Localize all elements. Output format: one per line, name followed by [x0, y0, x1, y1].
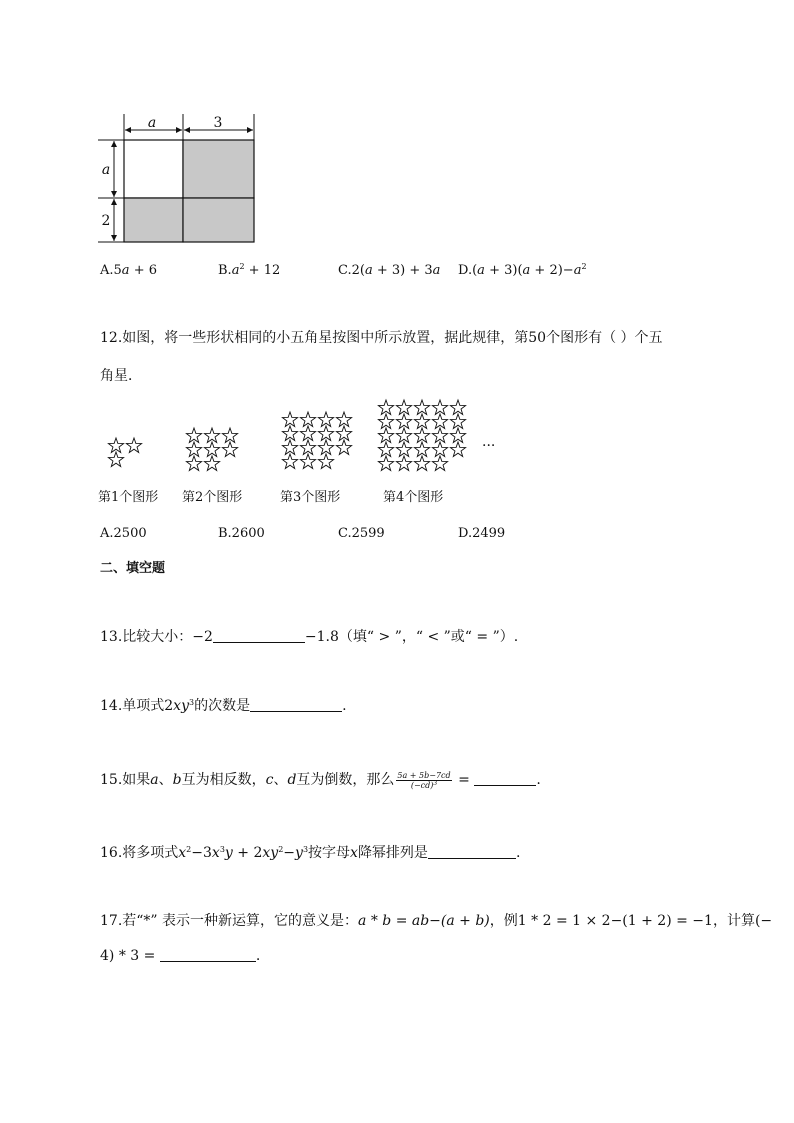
- star-icon: [282, 426, 297, 440]
- star-icon: [186, 442, 201, 456]
- label-a-top: a: [147, 115, 157, 131]
- star-icon: [108, 438, 123, 452]
- star-icon: [282, 412, 297, 426]
- figure-label-2: 第2个图形: [182, 490, 243, 505]
- star-icon: [318, 454, 333, 468]
- figure-label-3: 第3个图形: [280, 490, 341, 505]
- star-icon: [414, 428, 429, 442]
- star-icon: [414, 442, 429, 456]
- star-icon: [450, 442, 465, 456]
- q12-stem-line1: 12.如图，将一些形状相同的小五角星按图中所示放置，据此规律，第50个图形有（ ）个五: [100, 330, 663, 346]
- star-icon: [432, 442, 447, 456]
- star-icon: [318, 412, 333, 426]
- star-icon: [108, 452, 123, 466]
- star-icon: [222, 442, 237, 456]
- star-icon: [414, 400, 429, 414]
- star-icon: [378, 428, 393, 442]
- star-icon: [396, 400, 411, 414]
- star-icon: [396, 456, 411, 470]
- star-icon: [450, 414, 465, 428]
- star-icon: [126, 438, 141, 452]
- star-icon: [414, 456, 429, 470]
- star-icon: [300, 440, 315, 454]
- star-icon: [282, 440, 297, 454]
- q15-answer-blank[interactable]: [474, 771, 536, 786]
- star-icon: [336, 412, 351, 426]
- star-icon: [450, 428, 465, 442]
- star-icon: [300, 454, 315, 468]
- q11-option-b: $B.a^2 + 12$: [218, 262, 281, 278]
- star-icon: [396, 414, 411, 428]
- q17-line1: 17.若“*” 表示一种新运算，它的意义是：a * b = ab−(a + b)，例1 * 2 = 1 × 2−(1 + 2) = −1，计算(−: [100, 913, 773, 929]
- q15-fraction: $\frac{5a + 5b-7cd}{(-cd)^3}$: [397, 770, 451, 790]
- star-icon: [300, 426, 315, 440]
- star-icon: [378, 442, 393, 456]
- star-icon: [396, 428, 411, 442]
- label-2-left: 2: [101, 213, 111, 229]
- q17-answer-blank[interactable]: [160, 947, 256, 962]
- q11-option-d: $D.(a + 3)(a + 2)-a^2$: [458, 262, 587, 278]
- star-icon: [204, 428, 219, 442]
- star-icon: [336, 440, 351, 454]
- star-icon: [378, 456, 393, 470]
- star-icon: [318, 426, 333, 440]
- q16: 16.将多项式$x^2-3x^3y + 2xy^2-y^3$按字母x降幂排列是 .: [100, 845, 521, 861]
- q12-option-a: A.2500: [100, 526, 147, 541]
- q11-option-c: C.2(a + 3) + 3a: [338, 263, 441, 278]
- figure-label-4: 第4个图形: [383, 490, 444, 505]
- q14: 14.单项式$2xy^3$的次数是 .: [100, 698, 347, 714]
- q14-answer-blank[interactable]: [250, 697, 342, 712]
- star-icon: [336, 426, 351, 440]
- star-icon: [318, 440, 333, 454]
- figure-label-1: 第1个图形: [98, 490, 159, 505]
- star-icon: [204, 456, 219, 470]
- star-icon: [432, 400, 447, 414]
- star-icon: [378, 414, 393, 428]
- label-3-top: 3: [213, 115, 223, 131]
- q13-answer-blank[interactable]: [213, 628, 305, 643]
- ellipsis: ···: [482, 438, 496, 454]
- star-icon: [396, 442, 411, 456]
- star-icon: [414, 414, 429, 428]
- q16-answer-blank[interactable]: [428, 844, 516, 859]
- star-icon: [432, 414, 447, 428]
- star-icon: [432, 428, 447, 442]
- star-icon: [282, 454, 297, 468]
- q15: 15.如果a、b互为相反数，c、d互为倒数，那么 $\frac{5a + 5b-7cd}{(-cd)^3}$ = .: [100, 770, 541, 790]
- q11-option-a: A.5a + 6: [100, 263, 157, 278]
- star-icon: [300, 412, 315, 426]
- q12-option-d: D.2499: [458, 526, 506, 541]
- label-a-left: a: [101, 162, 111, 178]
- stars-figure: [100, 394, 520, 480]
- q12-stem-line2: 角星．: [100, 368, 142, 384]
- q12-option-b: B.2600: [218, 526, 265, 541]
- q13: 13.比较大小：−2 −1.8（填“ > ”，“ < ”或“ = ”）.: [100, 629, 519, 645]
- star-icon: [222, 428, 237, 442]
- star-icon: [204, 442, 219, 456]
- star-icon: [378, 400, 393, 414]
- q12-option-c: C.2599: [338, 526, 385, 541]
- star-icon: [186, 428, 201, 442]
- star-icon: [432, 456, 447, 470]
- star-icon: [450, 400, 465, 414]
- q17-line2: 4) * 3 = .: [100, 948, 261, 964]
- star-icon: [186, 456, 201, 470]
- section-title: 二、填空题: [100, 561, 166, 576]
- area-diagram: [94, 110, 264, 250]
